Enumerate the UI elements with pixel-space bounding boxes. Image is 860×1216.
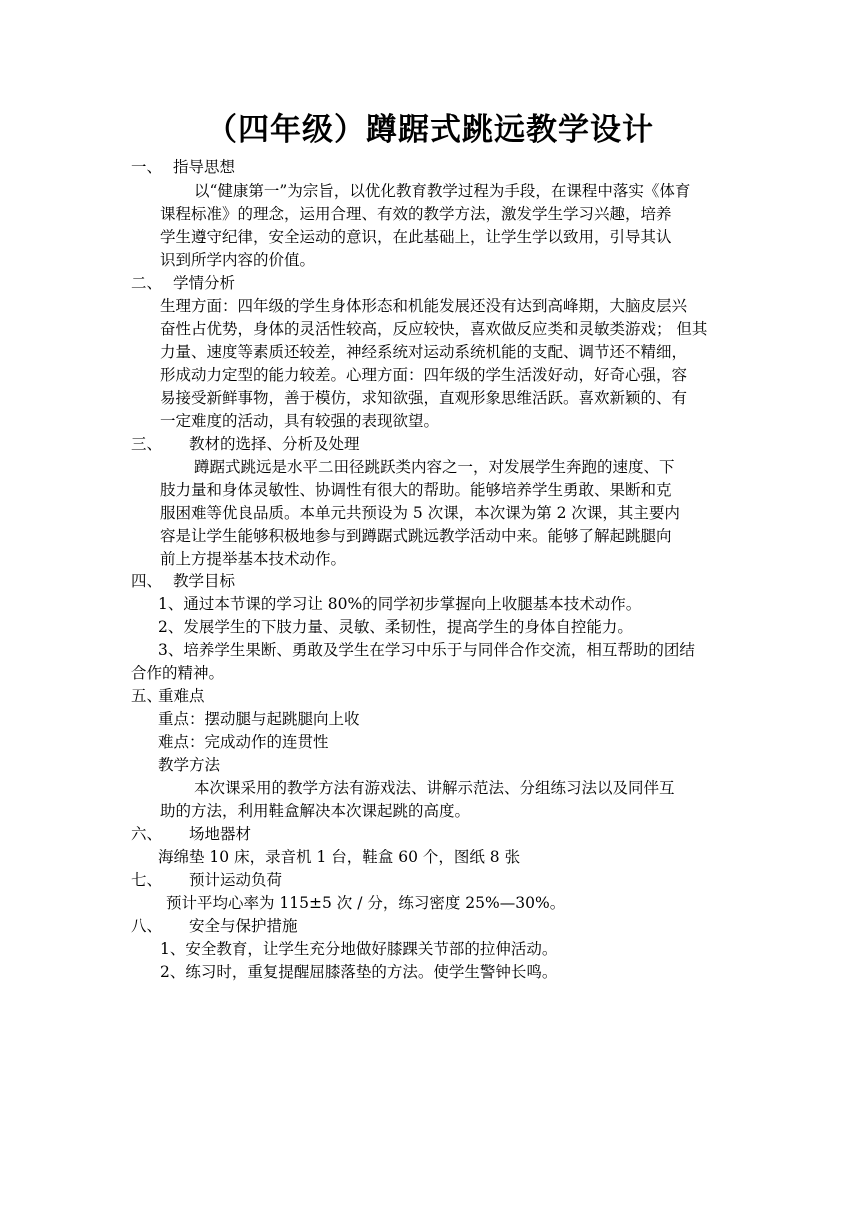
section-number: 七、	[131, 871, 163, 889]
section-2-heading	[131, 272, 236, 295]
paragraph-line: 识到所学内容的价值。	[160, 251, 316, 269]
subheading: 教学方法	[158, 756, 221, 774]
paragraph-line: 2、练习时，重复提醒屈膝落垫的方法。使学生警钟长鸣。	[160, 963, 558, 981]
paragraph-line: 力量、速度等素质还较差，神经系统对运动系统机能的支配、调节还不精细，	[160, 343, 688, 361]
paragraph-line: 课程标准》的理念，运用合理、有效的教学方法，激发学生学习兴趣，培养	[160, 205, 672, 223]
paragraph-line: 肢力量和身体灵敏性、协调性有很大的帮助。能够培养学生勇敢、果断和克	[160, 481, 672, 499]
section-6-heading	[131, 823, 252, 846]
section-title: 学情分析	[173, 274, 236, 292]
paragraph-line: 前上方提举基本技术动作。	[160, 550, 347, 568]
section-title: 场地器材	[189, 825, 252, 843]
section-number: 六、	[131, 825, 163, 843]
section-title: 教材的选择、分析及处理	[189, 435, 360, 453]
paragraph-line: 蹲踞式跳远是水平二田径跳跃类内容之一，对发展学生奔跑的速度、下	[194, 458, 675, 476]
paragraph-line: 本次课采用的教学方法有游戏法、讲解示范法、分组练习法以及同伴互	[194, 779, 675, 797]
paragraph-line: 一定难度的活动，具有较强的表现欲望。	[160, 412, 440, 430]
section-title: 重难点	[158, 687, 205, 705]
paragraph-line: 重点：摆动腿与起跳腿向上收	[158, 710, 360, 728]
paragraph-line: 预计平均心率为 115±5 次 / 分，练习密度 25%—30%。	[166, 894, 566, 912]
section-number: 五、	[131, 687, 163, 705]
paragraph-line: 海绵垫 10 床，录音机 1 台，鞋盒 60 个，图纸 8 张	[158, 848, 521, 866]
section-3-heading	[131, 433, 360, 456]
section-number: 八、	[131, 917, 163, 935]
paragraph-line: 学生遵守纪律，安全运动的意识，在此基础上，让学生学以致用，引导其认	[160, 228, 672, 246]
section-7-heading	[131, 869, 283, 892]
paragraph-line: 易接受新鲜事物，善于模仿，求知欲强，直观形象思维活跃。喜欢新颖的、有	[160, 389, 688, 407]
section-number: 四、	[131, 572, 163, 590]
paragraph-line: 难点：完成动作的连贯性	[158, 733, 329, 751]
paragraph-line: 1、通过本节课的学习让 80%的同学初步掌握向上收腿基本技术动作。	[158, 595, 642, 613]
section-number: 一、	[131, 158, 163, 176]
paragraph-line: 2、发展学生的下肢力量、灵敏、柔韧性，提高学生的身体自控能力。	[158, 618, 633, 636]
section-title: 预计运动负荷	[189, 871, 283, 889]
section-title: 安全与保护措施	[189, 917, 298, 935]
paragraph-line: 合作的精神。	[131, 664, 225, 682]
section-number: 三、	[131, 435, 163, 453]
section-1-heading	[131, 156, 236, 179]
paragraph-line: 3、培养学生果断、勇敢及学生在学习中乐于与同伴合作交流，相互帮助的团结	[158, 641, 695, 659]
section-5-heading	[131, 685, 205, 708]
paragraph-line: 1、安全教育，让学生充分地做好膝踝关节部的拉伸活动。	[160, 940, 558, 958]
paragraph-line: 以“健康第一”为宗旨，以优化教育教学过程为手段，在课程中落实《体育	[194, 182, 691, 200]
paragraph-line: 奋性占优势，身体的灵活性较高，反应较快，喜欢做反应类和灵敏类游戏； 但其	[160, 320, 708, 338]
section-title: 教学目标	[173, 572, 236, 590]
paragraph-line: 容是让学生能够积极地参与到蹲踞式跳远教学活动中来。能够了解起跳腿向	[160, 527, 672, 545]
section-4-heading	[131, 570, 236, 593]
paragraph-line: 生理方面：四年级的学生身体形态和机能发展还没有达到高峰期，大脑皮层兴	[160, 297, 688, 315]
page-title: （四年级）蹲踞式跳远教学设计	[206, 112, 654, 148]
paragraph-line: 服困难等优良品质。本单元共预设为 5 次课，本次课为第 2 次课，其主要内	[160, 504, 680, 522]
section-8-heading	[131, 915, 298, 938]
section-number: 二、	[131, 274, 163, 292]
paragraph-line: 形成动力定型的能力较差。心理方面：四年级的学生活泼好动，好奇心强，容	[160, 366, 688, 384]
section-title: 指导思想	[173, 158, 236, 176]
paragraph-line: 助的方法，利用鞋盒解决本次课起跳的高度。	[160, 802, 471, 820]
